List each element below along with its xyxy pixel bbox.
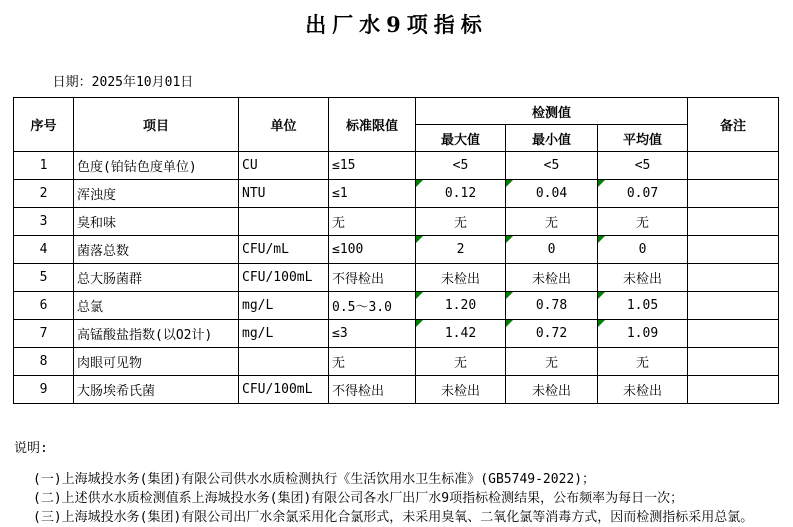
cell-unit: CFU/mL (239, 236, 329, 264)
notes-section (14, 437, 793, 527)
col-header-min: 最小值 (506, 125, 598, 152)
cell-min: 无 (506, 348, 598, 376)
cell-remark (688, 376, 779, 404)
cell-min: 0.04 (506, 180, 598, 208)
cell-item: 肉眼可见物 (74, 348, 239, 376)
col-header-max: 最大值 (416, 125, 506, 152)
cell-index: 6 (14, 292, 74, 320)
table-row (14, 208, 779, 236)
col-header-detection: 检测值 (416, 98, 688, 125)
cell-limit: 不得检出 (329, 376, 416, 404)
col-header-unit: 单位 (239, 98, 329, 152)
cell-remark (688, 152, 779, 180)
header-row-1 (14, 98, 779, 125)
excel-error-triangle-icon (506, 292, 513, 299)
cell-avg: 无 (598, 348, 688, 376)
cell-limit: 0.5～3.0 (329, 292, 416, 320)
cell-min: 0.72 (506, 320, 598, 348)
cell-unit: mg/L (239, 320, 329, 348)
cell-avg: 0 (598, 236, 688, 264)
cell-max: 无 (416, 208, 506, 236)
cell-max: 未检出 (416, 264, 506, 292)
cell-min: 0.78 (506, 292, 598, 320)
cell-item: 总氯 (74, 292, 239, 320)
excel-error-triangle-icon (506, 180, 513, 187)
cell-index: 2 (14, 180, 74, 208)
cell-avg: <5 (598, 152, 688, 180)
cell-item: 总大肠菌群 (74, 264, 239, 292)
excel-error-triangle-icon (598, 320, 605, 327)
cell-index: 4 (14, 236, 74, 264)
cell-min: <5 (506, 152, 598, 180)
cell-max: 未检出 (416, 376, 506, 404)
cell-item: 臭和味 (74, 208, 239, 236)
excel-error-triangle-icon (506, 320, 513, 327)
cell-avg: 1.05 (598, 292, 688, 320)
cell-avg: 未检出 (598, 376, 688, 404)
note-line: (二)上述供水水质检测值系上海城投水务(集团)有限公司各水厂出厂水9项指标检测结果，公布频率为每日一次； (33, 491, 684, 506)
cell-limit: 无 (329, 348, 416, 376)
table-row (14, 348, 779, 376)
cell-avg: 1.09 (598, 320, 688, 348)
date-line (37, 56, 793, 90)
note-line: (三)上海城投水务(集团)有限公司出厂水余氯采用化合氯形式，未采用臭氧、二氧化氯等消毒方式，因而检测指标采用总氯。 (33, 510, 754, 525)
table-row (14, 292, 779, 320)
table-row (14, 376, 779, 404)
cell-unit (239, 348, 329, 376)
cell-min: 未检出 (506, 376, 598, 404)
cell-limit: 无 (329, 208, 416, 236)
cell-limit: ≤15 (329, 152, 416, 180)
table-row (14, 264, 779, 292)
cell-item: 大肠埃希氏菌 (74, 376, 239, 404)
cell-item: 浑浊度 (74, 180, 239, 208)
table-body (14, 152, 779, 404)
excel-error-triangle-icon (598, 236, 605, 243)
cell-remark (688, 292, 779, 320)
excel-error-triangle-icon (598, 180, 605, 187)
excel-error-triangle-icon (416, 236, 423, 243)
cell-max: 0.12 (416, 180, 506, 208)
excel-error-triangle-icon (416, 180, 423, 187)
table-row (14, 180, 779, 208)
table-row (14, 320, 779, 348)
col-header-remark: 备注 (688, 98, 779, 152)
cell-item: 菌落总数 (74, 236, 239, 264)
cell-avg: 0.07 (598, 180, 688, 208)
cell-max: <5 (416, 152, 506, 180)
cell-min: 未检出 (506, 264, 598, 292)
cell-remark (688, 320, 779, 348)
cell-index: 5 (14, 264, 74, 292)
note-line: (一)上海城投水务(集团)有限公司供水水质检测执行《生活饮用水卫生标准》(GB5749-2022)； (33, 472, 596, 487)
cell-index: 9 (14, 376, 74, 404)
cell-avg: 无 (598, 208, 688, 236)
cell-unit: CFU/100mL (239, 376, 329, 404)
cell-max: 2 (416, 236, 506, 264)
cell-unit (239, 208, 329, 236)
cell-index: 7 (14, 320, 74, 348)
table-row (14, 236, 779, 264)
cell-unit: mg/L (239, 292, 329, 320)
notes-list (14, 470, 793, 527)
cell-remark (688, 348, 779, 376)
cell-index: 8 (14, 348, 74, 376)
cell-unit: NTU (239, 180, 329, 208)
cell-max: 无 (416, 348, 506, 376)
water-quality-table (13, 97, 779, 404)
cell-unit: CFU/100mL (239, 264, 329, 292)
cell-item: 色度(铂钴色度单位) (74, 152, 239, 180)
cell-max: 1.20 (416, 292, 506, 320)
date-value: 2025年10月01日 (91, 75, 194, 90)
cell-item: 高锰酸盐指数(以O2计) (74, 320, 239, 348)
table-row (14, 152, 779, 180)
col-header-item: 项目 (74, 98, 239, 152)
date-label: 日期： (52, 75, 92, 90)
cell-remark (688, 264, 779, 292)
cell-limit: ≤100 (329, 236, 416, 264)
col-header-index: 序号 (14, 98, 74, 152)
cell-max: 1.42 (416, 320, 506, 348)
excel-error-triangle-icon (416, 292, 423, 299)
page-title: 出厂水9项指标 (305, 12, 488, 37)
cell-unit: CU (239, 152, 329, 180)
cell-min: 无 (506, 208, 598, 236)
cell-remark (688, 180, 779, 208)
cell-remark (688, 236, 779, 264)
col-header-limit: 标准限值 (329, 98, 416, 152)
cell-min: 0 (506, 236, 598, 264)
excel-error-triangle-icon (598, 292, 605, 299)
col-header-avg: 平均值 (598, 125, 688, 152)
cell-limit: ≤1 (329, 180, 416, 208)
cell-limit: 不得检出 (329, 264, 416, 292)
excel-error-triangle-icon (506, 236, 513, 243)
cell-remark (688, 208, 779, 236)
cell-index: 3 (14, 208, 74, 236)
cell-index: 1 (14, 152, 74, 180)
notes-label: 说明: (14, 441, 48, 456)
cell-limit: ≤3 (329, 320, 416, 348)
cell-avg: 未检出 (598, 264, 688, 292)
excel-error-triangle-icon (416, 320, 423, 327)
